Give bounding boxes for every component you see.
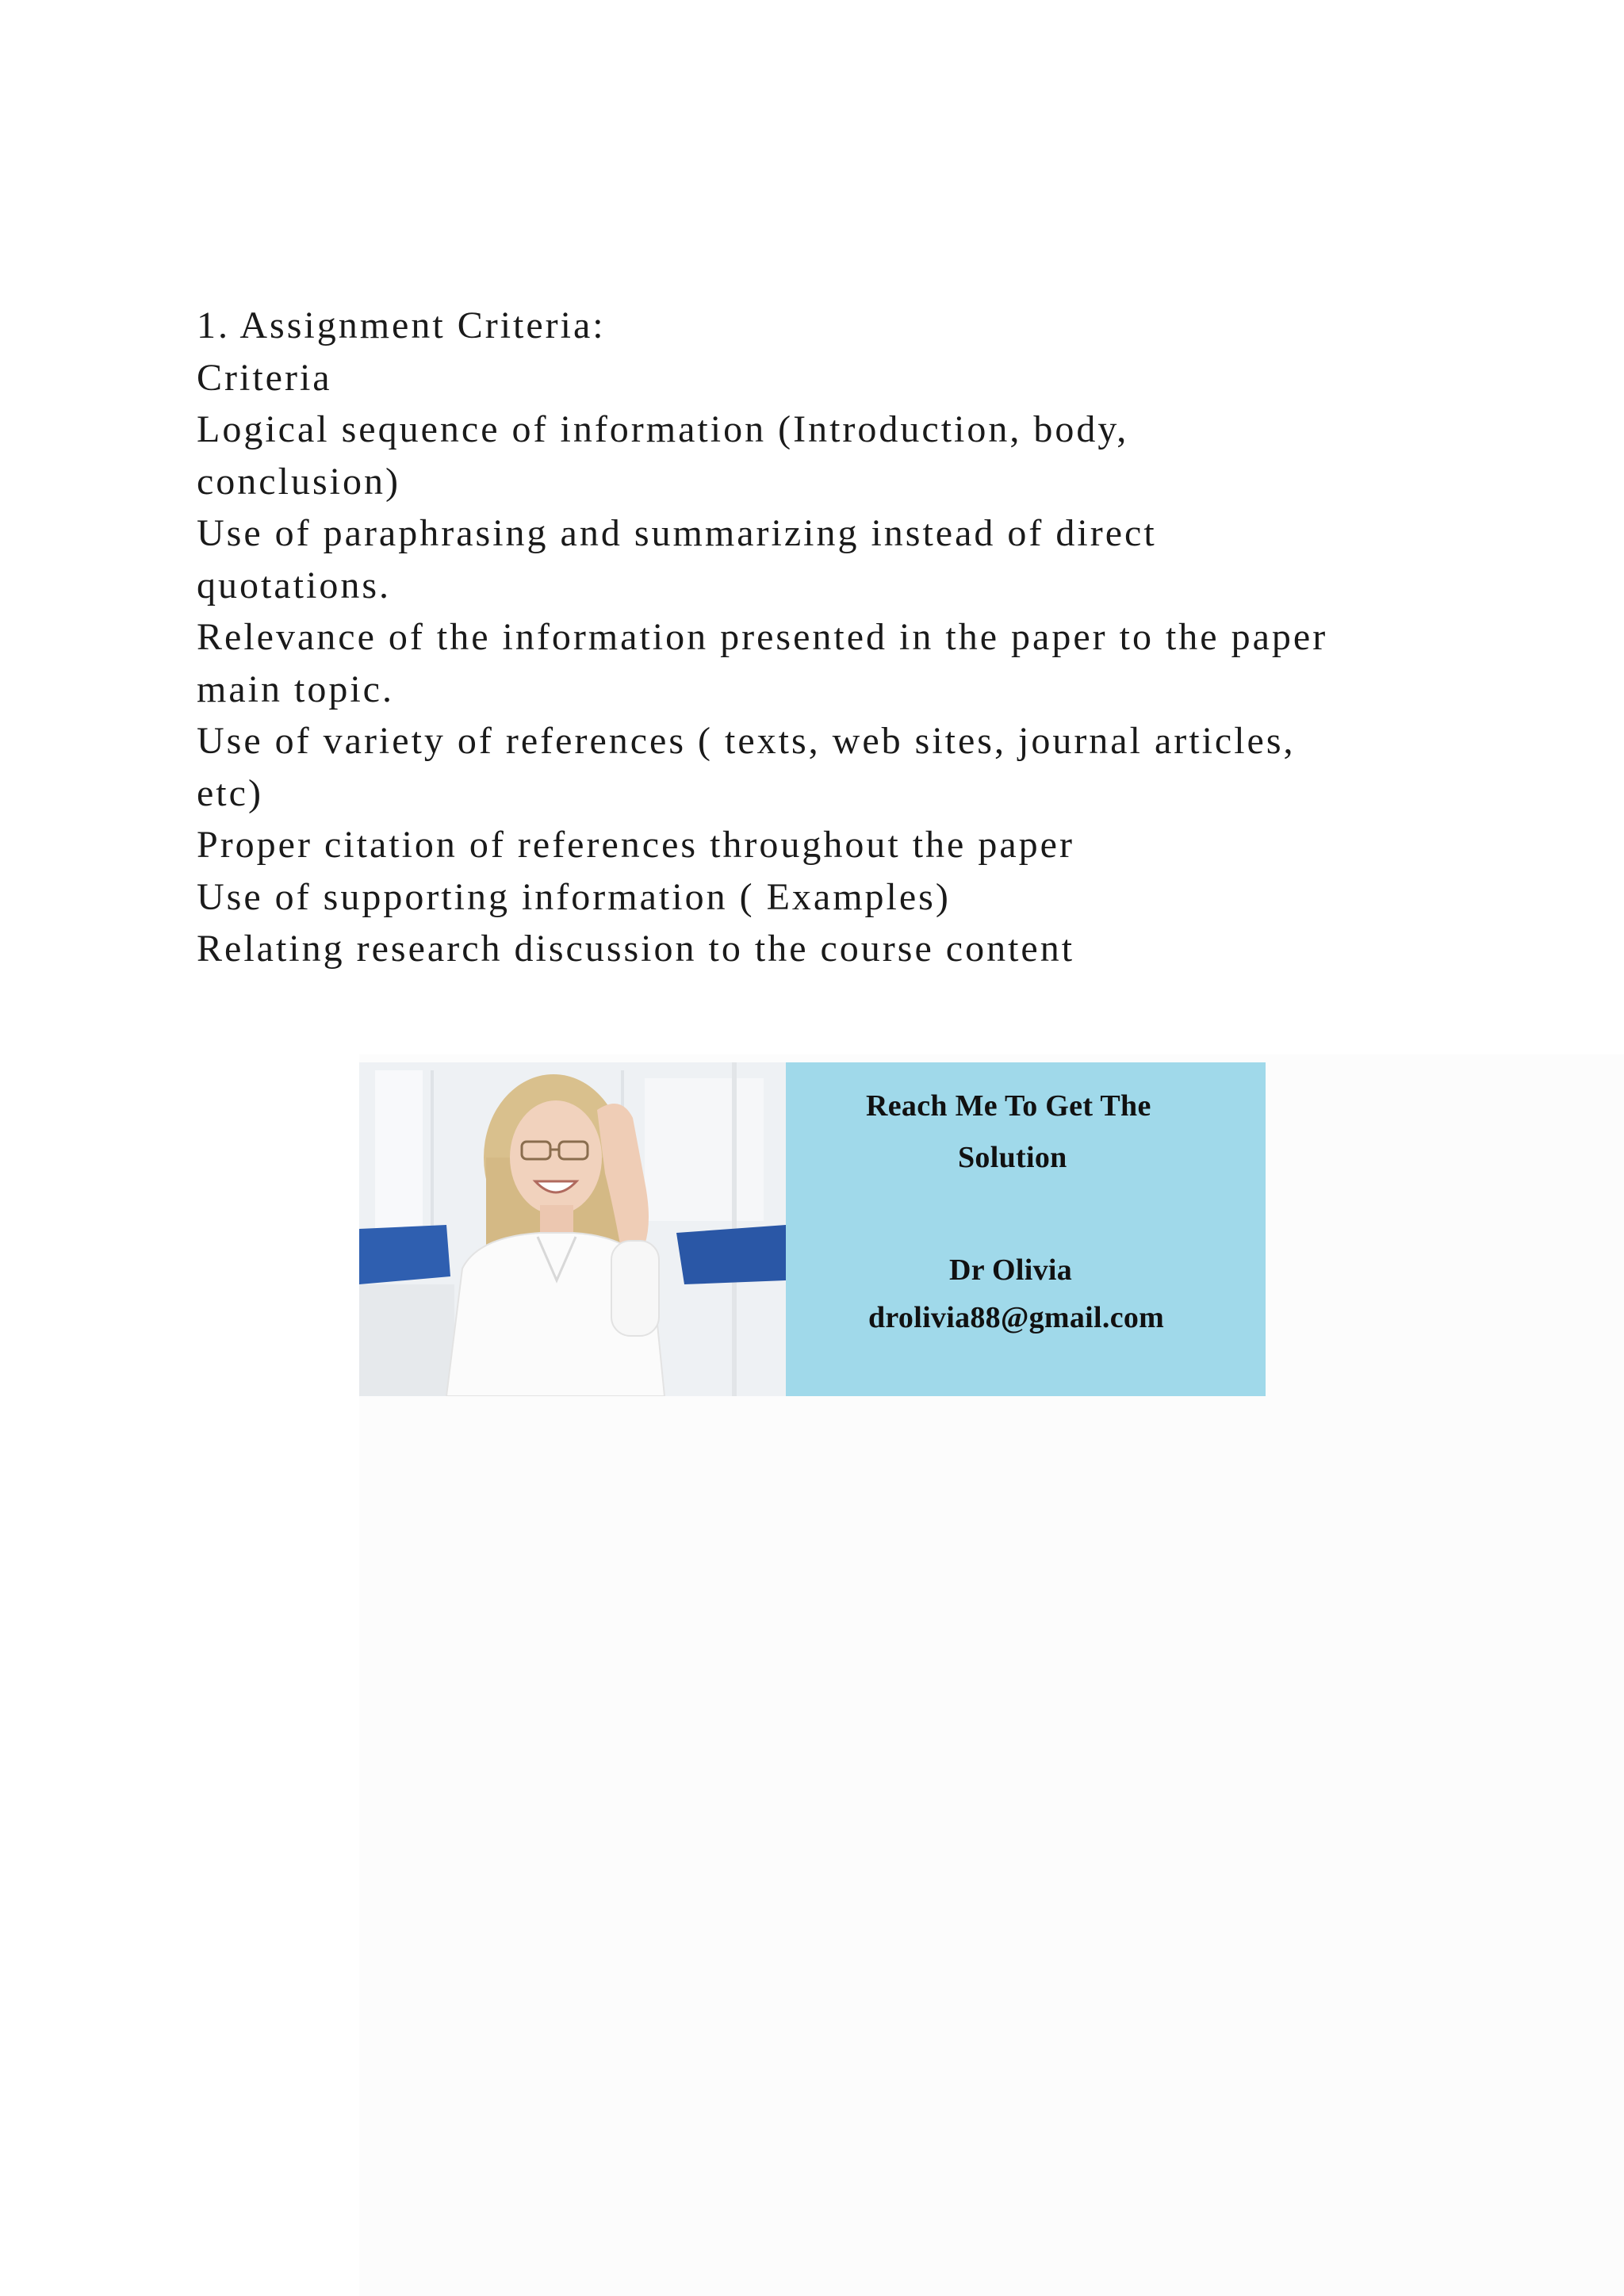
text-line: Criteria (197, 356, 332, 399)
text-line: Use of variety of references ( texts, web sites, journal articles, (197, 720, 1296, 762)
text-line: conclusion) (197, 460, 400, 503)
contact-banner (359, 1062, 1266, 1396)
text-line: Relating research discussion to the course content (197, 928, 1075, 970)
text-line: Relevance of the information presented in the paper to the paper (197, 616, 1328, 658)
text-line: Logical sequence of information (Introduction, body, (197, 408, 1129, 450)
banner-headline: Reach Me To Get The (866, 1089, 1151, 1123)
text-line: Use of paraphrasing and summarizing instead of direct (197, 512, 1157, 554)
text-line: Use of supporting information ( Examples) (197, 875, 951, 918)
text-line: quotations. (197, 564, 391, 607)
banner-headline-2: Solution (958, 1141, 1067, 1174)
text-line: main topic. (197, 668, 394, 710)
contact-email: drolivia88@gmail.com (868, 1301, 1165, 1334)
contact-name: Dr Olivia (949, 1253, 1073, 1287)
text-line: etc) (197, 771, 263, 814)
heading-assignment-criteria: 1. Assignment Criteria: (197, 304, 606, 346)
contact-info-panel (786, 1062, 1266, 1396)
document-body (197, 300, 1481, 975)
smiling-woman-photo-icon (359, 1062, 786, 1396)
text-line: Proper citation of references throughout the paper (197, 824, 1074, 866)
